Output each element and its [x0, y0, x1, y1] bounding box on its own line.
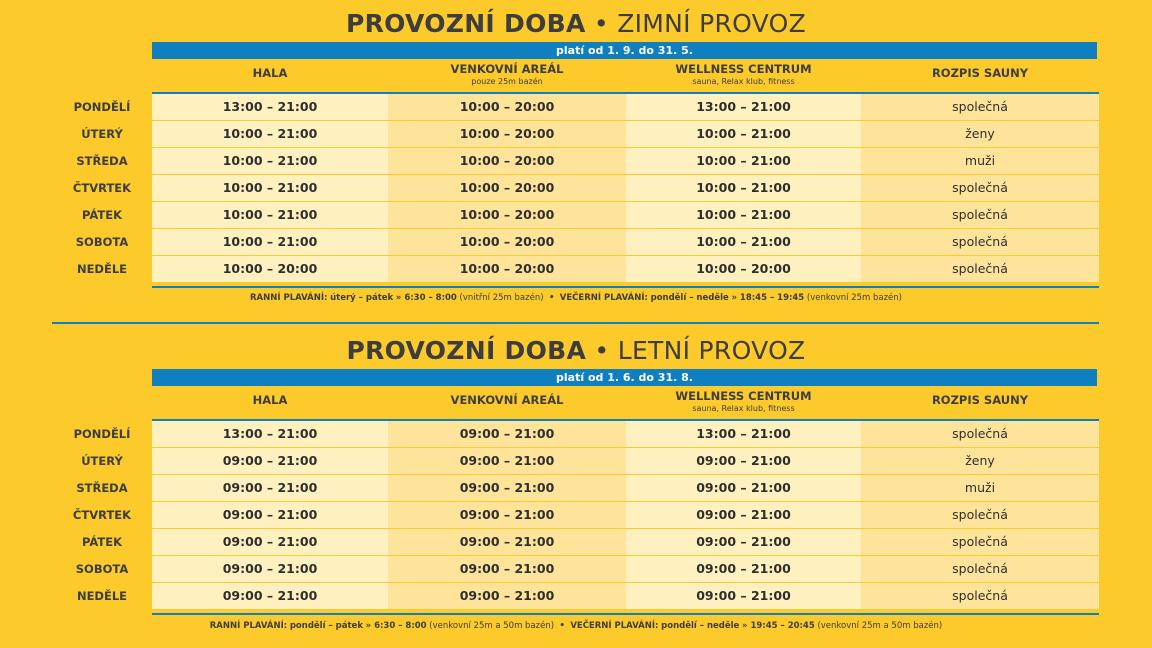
sauna-schedule: společná: [861, 529, 1099, 556]
day-label: NEDĚLE: [76, 262, 128, 276]
wellness-hours: 09:00 – 21:00: [626, 529, 861, 556]
day-label: ÚTERÝ: [81, 127, 123, 141]
sauna-schedule: společná: [861, 94, 1099, 121]
validity-banner: platí od 1. 6. do 31. 8.: [152, 369, 1097, 386]
hala-hours: 09:00 – 21:00: [152, 448, 388, 475]
areal-hours: 10:00 – 20:00: [388, 148, 626, 175]
areal-hours: 10:00 – 20:00: [388, 121, 626, 148]
areal-hours: 09:00 – 21:00: [388, 583, 626, 610]
day-label: ČTVRTEK: [72, 181, 132, 195]
areal-hours: 09:00 – 21:00: [388, 421, 626, 448]
day-label: ČTVRTEK: [72, 508, 132, 522]
title-season: ZIMNÍ PROVOZ: [617, 9, 807, 38]
title-separator: •: [594, 336, 610, 365]
hala-hours: 10:00 – 21:00: [152, 175, 388, 202]
sauna-schedule: muži: [861, 475, 1099, 502]
wellness-hours: 10:00 – 21:00: [626, 202, 861, 229]
hala-hours: 10:00 – 21:00: [152, 121, 388, 148]
hala-hours: 09:00 – 21:00: [152, 556, 388, 583]
sauna-schedule: společná: [861, 583, 1099, 610]
column-header-sauna: ROZPIS SAUNY: [931, 393, 1029, 407]
wellness-hours: 09:00 – 21:00: [626, 583, 861, 610]
table-row: [0, 229, 1152, 256]
table-row: [0, 502, 1152, 529]
hala-hours: 10:00 – 21:00: [152, 202, 388, 229]
sauna-schedule: společná: [861, 175, 1099, 202]
wellness-hours: 09:00 – 21:00: [626, 448, 861, 475]
column-header-note: pouze 25m bazén: [471, 77, 543, 86]
wellness-hours: 09:00 – 21:00: [626, 556, 861, 583]
day-label: PÁTEK: [82, 208, 122, 222]
table-row: [0, 421, 1152, 448]
wellness-hours: 10:00 – 21:00: [626, 148, 861, 175]
table-row: [0, 121, 1152, 148]
areal-hours: 10:00 – 20:00: [388, 202, 626, 229]
hala-hours: 09:00 – 21:00: [152, 583, 388, 610]
day-label: STŘEDA: [76, 154, 128, 168]
table-row: [0, 202, 1152, 229]
hala-hours: 10:00 – 21:00: [152, 148, 388, 175]
table-bottom-rule: [152, 613, 1099, 615]
title-season: LETNÍ PROVOZ: [617, 336, 806, 365]
table-row: [0, 475, 1152, 502]
day-label: PÁTEK: [82, 535, 122, 549]
areal-hours: 09:00 – 21:00: [388, 448, 626, 475]
column-header-venkovni-areal: VENKOVNÍ AREÁL: [450, 393, 564, 407]
sauna-schedule: společná: [861, 502, 1099, 529]
areal-hours: 09:00 – 21:00: [388, 475, 626, 502]
wellness-hours: 10:00 – 21:00: [626, 229, 861, 256]
areal-hours: 10:00 – 20:00: [388, 256, 626, 283]
hala-hours: 13:00 – 21:00: [152, 94, 388, 121]
table-row: [0, 583, 1152, 610]
wellness-hours: 10:00 – 20:00: [626, 256, 861, 283]
areal-hours: 09:00 – 21:00: [388, 502, 626, 529]
hala-hours: 10:00 – 20:00: [152, 256, 388, 283]
day-label: STŘEDA: [76, 481, 128, 495]
day-label: ÚTERÝ: [81, 454, 123, 468]
page-title: [0, 335, 1152, 367]
hala-hours: 10:00 – 21:00: [152, 229, 388, 256]
table-row: [0, 448, 1152, 475]
sauna-schedule: společná: [861, 256, 1099, 283]
areal-hours: 09:00 – 21:00: [388, 556, 626, 583]
column-header-sauna: ROZPIS SAUNY: [931, 66, 1029, 80]
day-label: NEDĚLE: [76, 589, 128, 603]
areal-hours: 10:00 – 20:00: [388, 229, 626, 256]
sauna-schedule: ženy: [861, 448, 1099, 475]
column-header-hala: HALA: [252, 66, 288, 80]
wellness-hours: 09:00 – 21:00: [626, 475, 861, 502]
table-row: [0, 148, 1152, 175]
hala-hours: 13:00 – 21:00: [152, 421, 388, 448]
table-row: [0, 256, 1152, 283]
wellness-hours: 10:00 – 21:00: [626, 121, 861, 148]
hala-hours: 09:00 – 21:00: [152, 502, 388, 529]
areal-hours: 10:00 – 20:00: [388, 175, 626, 202]
sauna-schedule: společná: [861, 229, 1099, 256]
column-header-wellness: WELLNESS CENTRUM sauna, Relax klub, fitness: [626, 389, 861, 419]
title-separator: •: [593, 9, 609, 38]
table-bottom-rule: [152, 286, 1099, 288]
day-label: PONDĚLÍ: [73, 100, 131, 114]
table-row: [0, 529, 1152, 556]
day-label: SOBOTA: [75, 235, 129, 249]
sauna-schedule: společná: [861, 202, 1099, 229]
title-main: PROVOZNÍ DOBA: [345, 9, 586, 38]
sauna-schedule: ženy: [861, 121, 1099, 148]
hala-hours: 09:00 – 21:00: [152, 529, 388, 556]
wellness-hours: 13:00 – 21:00: [626, 94, 861, 121]
table-row: [0, 556, 1152, 583]
table-row: [0, 175, 1152, 202]
column-header-wellness: WELLNESS CENTRUM sauna, Relax klub, fitness: [626, 62, 861, 92]
page-title: [0, 8, 1152, 40]
table-row: [0, 94, 1152, 121]
swimming-note: RANNÍ PLAVÁNÍ: pondělí – pátek » 6:30 – 8:00 (venkovní 25m a 50m bazén) • VEČERNÍ PLAVÁNÍ: pondělí – neděle » 19:45 – 20:45 (venkovní 25m a 50m bazén): [209, 621, 943, 631]
day-label: SOBOTA: [75, 562, 129, 576]
validity-banner: platí od 1. 9. do 31. 5.: [152, 42, 1097, 59]
sauna-schedule: muži: [861, 148, 1099, 175]
section-divider: [52, 322, 1099, 324]
wellness-hours: 10:00 – 21:00: [626, 175, 861, 202]
column-header-note: sauna, Relax klub, fitness: [692, 404, 795, 413]
sauna-schedule: společná: [861, 556, 1099, 583]
areal-hours: 09:00 – 21:00: [388, 529, 626, 556]
column-header-hala: HALA: [252, 393, 288, 407]
areal-hours: 10:00 – 20:00: [388, 94, 626, 121]
hala-hours: 09:00 – 21:00: [152, 475, 388, 502]
day-label: PONDĚLÍ: [73, 427, 131, 441]
wellness-hours: 13:00 – 21:00: [626, 421, 861, 448]
sauna-schedule: společná: [861, 421, 1099, 448]
column-header-venkovni-areal: VENKOVNÍ AREÁL pouze 25m bazén: [388, 62, 626, 92]
column-header-note: sauna, Relax klub, fitness: [692, 77, 795, 86]
wellness-hours: 09:00 – 21:00: [626, 502, 861, 529]
swimming-note: RANNÍ PLAVÁNÍ: úterý – pátek » 6:30 – 8:00 (vnitřní 25m bazén) • VEČERNÍ PLAVÁNÍ: pondělí – neděle » 18:45 – 19:45 (venkovní 25m bazén): [250, 293, 902, 303]
title-main: PROVOZNÍ DOBA: [346, 336, 587, 365]
